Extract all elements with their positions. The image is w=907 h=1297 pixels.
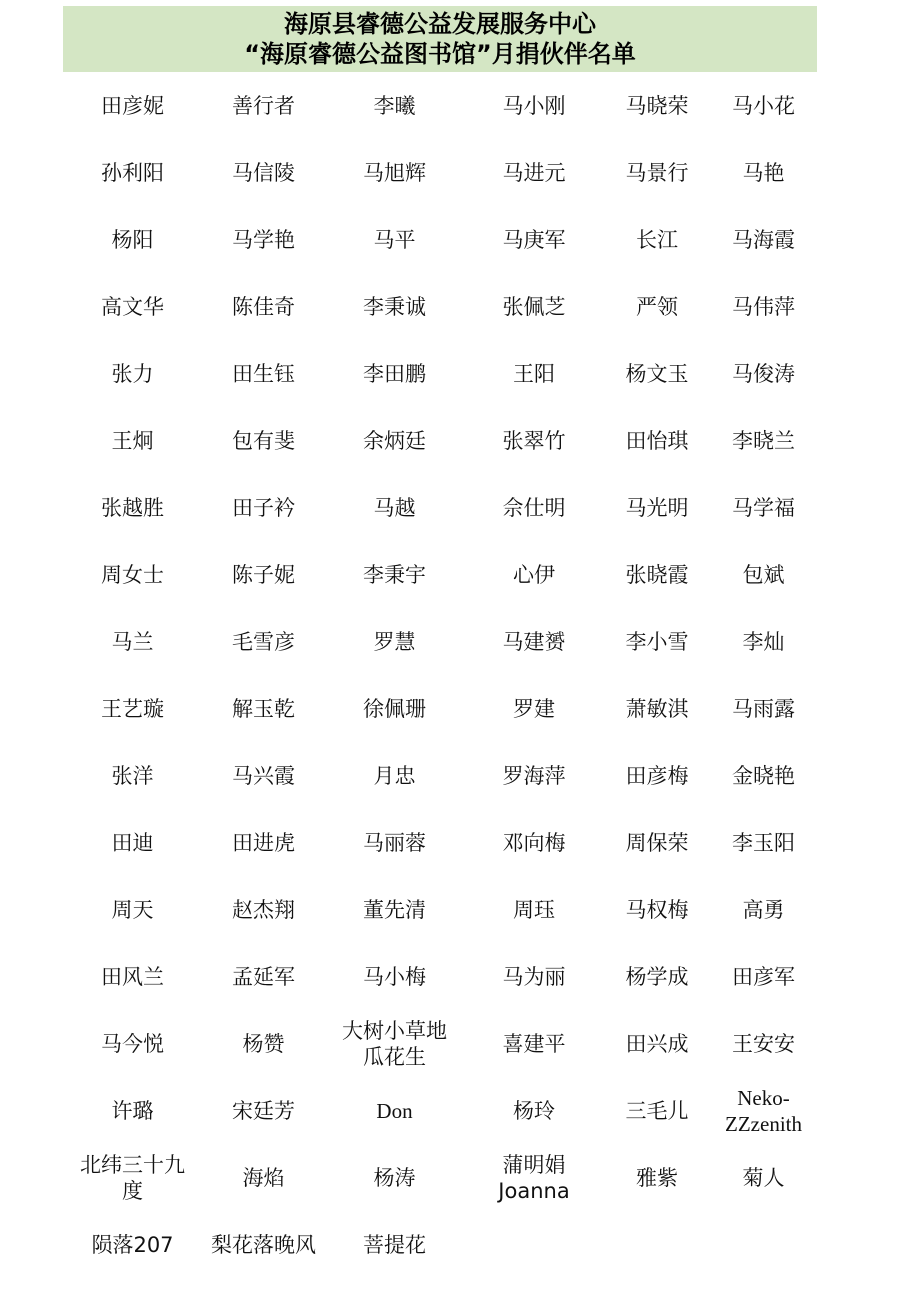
- donor-name-cell: 田风兰: [101, 964, 164, 989]
- table-row: [63, 742, 817, 809]
- donor-name-cell: 罗慧: [373, 629, 416, 654]
- table-row: [63, 541, 817, 608]
- donor-name-cell: 李田鹏: [363, 361, 426, 386]
- donor-name-cell: 罗建: [513, 696, 555, 721]
- organization-title: 海原县睿德公益发展服务中心: [284, 10, 596, 38]
- donor-name-cell: 邓向梅: [502, 830, 566, 855]
- donor-name-cell: 马小花: [732, 93, 795, 118]
- donor-name-cell: 梨花落晚风: [211, 1232, 316, 1257]
- donor-name-cell: 马信陵: [232, 160, 295, 185]
- donor-name-cell: 马为丽: [502, 964, 566, 989]
- donor-name-cell: 余炳廷: [363, 428, 426, 453]
- donor-name-cell: [464, 1211, 604, 1278]
- donor-name-cell: 孟延军: [232, 964, 295, 989]
- donor-name-cell: 毛雪彦: [232, 629, 295, 654]
- donor-name-cell: 三毛儿: [625, 1098, 689, 1123]
- donor-name-cell: Don: [376, 1098, 413, 1123]
- donor-name-cell: 马光明: [625, 495, 689, 520]
- donor-name-cell: 马建赟: [502, 629, 566, 654]
- donor-name-cell: 马兴霞: [232, 763, 295, 788]
- donor-name-cell: 马平: [373, 227, 416, 252]
- donor-name-cell: 田迪: [111, 830, 154, 855]
- donor-name-cell: 周珏: [513, 897, 555, 922]
- donor-name-cell: 王阳: [513, 361, 555, 386]
- donor-name-cell: 马进元: [502, 160, 566, 185]
- donor-name-cell: 杨阳: [111, 227, 154, 252]
- donor-name-cell: 李晓兰: [732, 428, 795, 453]
- donor-name-cell: 佘仕明: [502, 495, 566, 520]
- donor-name-cell: 马小刚: [502, 93, 566, 118]
- donor-name-cell: 陨落207: [91, 1232, 174, 1257]
- donor-name-cell: 长江: [636, 227, 678, 252]
- donor-name-cell: 蒲明娟 Joanna: [498, 1152, 570, 1203]
- donor-name-cell: 田进虎: [232, 830, 295, 855]
- table-row: [63, 407, 817, 474]
- donor-name-cell: 马丽蓉: [363, 830, 426, 855]
- donor-name-cell: 罗海萍: [502, 763, 566, 788]
- donor-name-cell: 田怡琪: [625, 428, 689, 453]
- table-row: [63, 1010, 817, 1077]
- donor-name-cell: [710, 1211, 817, 1278]
- donor-name-cell: 张力: [111, 361, 154, 386]
- donor-name-cell: 马雨露: [732, 696, 795, 721]
- donor-name-cell: 王安安: [732, 1031, 795, 1056]
- table-row: [63, 1211, 817, 1278]
- donor-name-cell: 马兰: [111, 629, 154, 654]
- title-banner: [63, 6, 817, 72]
- donor-name-cell: 马越: [373, 495, 416, 520]
- donor-name-cell: 马小梅: [363, 964, 426, 989]
- donor-name-cell: 李玉阳: [732, 830, 795, 855]
- donor-name-cell: 金晓艳: [732, 763, 795, 788]
- donor-name-cell: 马今悦: [101, 1031, 164, 1056]
- donor-name-cell: 高勇: [742, 897, 785, 922]
- donor-name-cell: 张晓霞: [625, 562, 689, 587]
- donor-name-cell: 李灿: [742, 629, 785, 654]
- donor-name-cell: 张翠竹: [502, 428, 566, 453]
- donor-name-cell: 严领: [636, 294, 678, 319]
- donor-name-cell: 马旭辉: [363, 160, 426, 185]
- donor-name-cell: 周保荣: [625, 830, 689, 855]
- donor-name-cell: 田彦军: [732, 964, 795, 989]
- donor-name-cell: 高文华: [101, 294, 164, 319]
- donor-name-cell: 马学艳: [232, 227, 295, 252]
- table-row: [63, 72, 817, 139]
- donor-name-cell: 董先清: [363, 897, 426, 922]
- donor-name-cell: 田子衿: [232, 495, 295, 520]
- donor-name-cell: 王炯: [111, 428, 154, 453]
- donor-name-cell: 田彦梅: [625, 763, 689, 788]
- donor-name-cell: 许璐: [111, 1098, 154, 1123]
- donor-name-cell: 北纬三十九 度: [80, 1152, 185, 1203]
- donor-name-cell: 张佩芝: [502, 294, 566, 319]
- donor-name-cell: 田生钰: [232, 361, 295, 386]
- donor-name-cell: 张洋: [111, 763, 154, 788]
- donor-name-cell: 杨学成: [625, 964, 689, 989]
- donor-name-cell: 杨玲: [513, 1098, 555, 1123]
- table-row: [63, 608, 817, 675]
- donor-name-cell: 马景行: [625, 160, 689, 185]
- table-row: [63, 876, 817, 943]
- donor-name-cell: 李秉宇: [363, 562, 426, 587]
- donor-name-cell: 包有斐: [232, 428, 295, 453]
- donor-name-cell: 李曦: [373, 93, 416, 118]
- table-row: [63, 139, 817, 206]
- donor-name-cell: 田兴成: [625, 1031, 689, 1056]
- donor-name-cell: Neko- ZZzenith: [725, 1085, 802, 1136]
- donor-name-cell: 马艳: [742, 160, 785, 185]
- donor-name-cell: 马伟萍: [732, 294, 795, 319]
- donor-name-cell: 心伊: [513, 562, 555, 587]
- table-row: [63, 474, 817, 541]
- table-row: [63, 809, 817, 876]
- donor-name-cell: 王艺璇: [101, 696, 164, 721]
- donor-name-cell: 马海霞: [732, 227, 795, 252]
- donor-name-cell: 马晓荣: [625, 93, 689, 118]
- donor-name-cell: 杨涛: [373, 1165, 416, 1190]
- donor-name-cell: 宋廷芳: [232, 1098, 295, 1123]
- donor-name-cell: 海焰: [242, 1165, 285, 1190]
- donor-name-cell: 李秉诚: [363, 294, 426, 319]
- donor-name-cell: 周天: [111, 897, 154, 922]
- list-title: “海原睿德公益图书馆”月捐伙伴名单: [244, 40, 636, 68]
- donor-name-cell: 喜建平: [502, 1031, 566, 1056]
- donor-name-cell: 月忠: [373, 763, 416, 788]
- donor-name-cell: 杨文玉: [625, 361, 689, 386]
- donor-name-cell: 田彦妮: [101, 93, 164, 118]
- donor-name-cell: 解玉乾: [232, 696, 295, 721]
- donor-name-cell: 马庚军: [502, 227, 566, 252]
- donor-name-cell: 陈子妮: [232, 562, 295, 587]
- donor-name-cell: 菊人: [742, 1165, 785, 1190]
- table-row: [63, 675, 817, 742]
- table-row: [63, 273, 817, 340]
- donor-name-cell: 孙利阳: [101, 160, 164, 185]
- donor-name-cell: 马权梅: [625, 897, 689, 922]
- donor-name-cell: 大树小草地 瓜花生: [342, 1018, 447, 1069]
- table-row: [63, 340, 817, 407]
- donor-name-cell: 李小雪: [625, 629, 689, 654]
- table-row: [63, 1077, 817, 1144]
- table-row: [63, 206, 817, 273]
- donor-name-cell: 周女士: [101, 562, 164, 587]
- table-row: [63, 1144, 817, 1211]
- donor-name-cell: 萧敏淇: [625, 696, 689, 721]
- donor-name-cell: 马俊涛: [732, 361, 795, 386]
- donor-name-cell: 包斌: [742, 562, 785, 587]
- donor-name-cell: 张越胜: [101, 495, 164, 520]
- donor-name-cell: 马学福: [732, 495, 795, 520]
- donor-name-cell: 杨赞: [242, 1031, 285, 1056]
- donor-name-cell: [604, 1211, 710, 1278]
- donor-name-cell: 赵杰翔: [232, 897, 295, 922]
- donor-name-cell: 陈佳奇: [232, 294, 295, 319]
- donor-name-cell: 菩提花: [363, 1232, 426, 1257]
- donor-name-table: [63, 72, 817, 1278]
- donor-name-cell: 雅紫: [636, 1165, 678, 1190]
- table-row: [63, 943, 817, 1010]
- donor-name-cell: 善行者: [232, 93, 295, 118]
- donor-name-cell: 徐佩珊: [363, 696, 426, 721]
